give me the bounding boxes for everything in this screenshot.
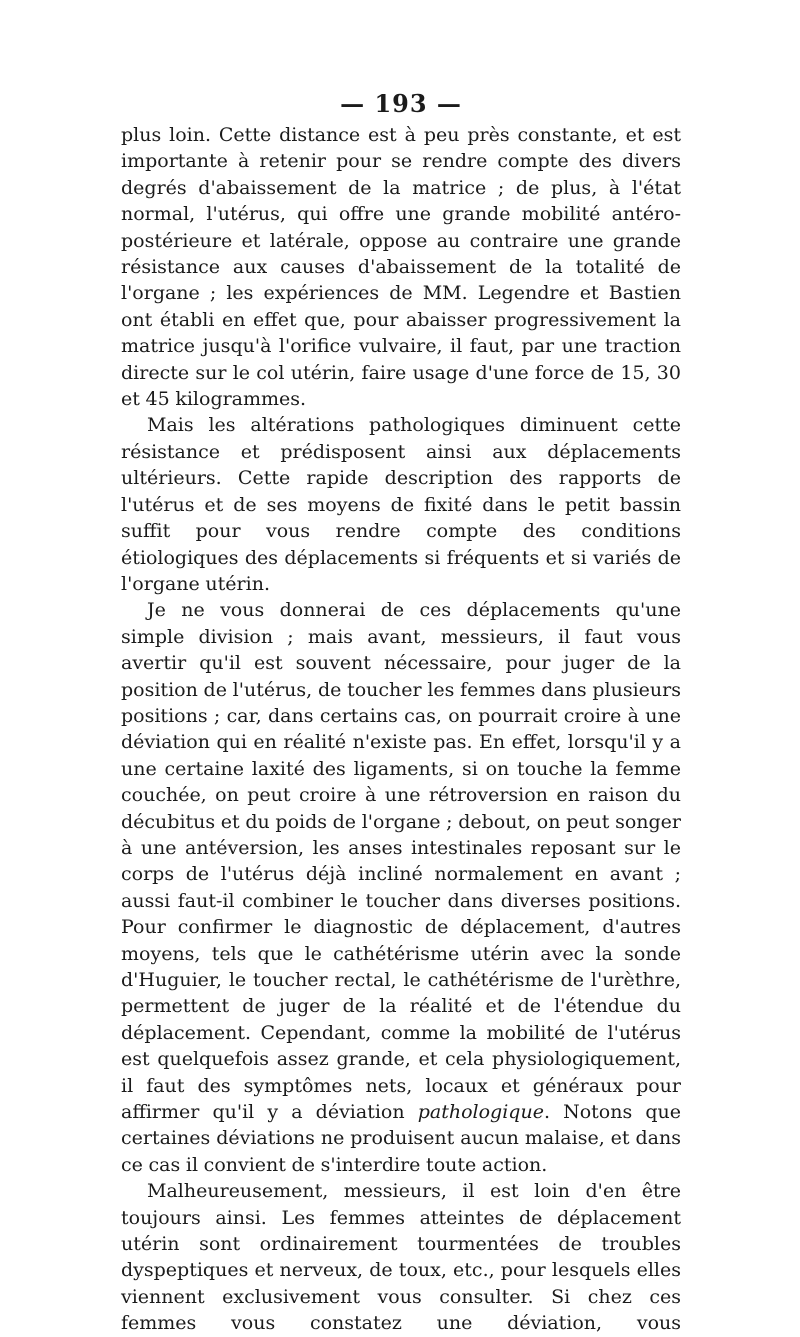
paragraph-3 <box>121 597 681 1178</box>
book-page <box>121 88 681 1337</box>
paragraph-4 <box>121 1178 681 1336</box>
paragraph-2-text: Mais les altérations pathologiques diminuent cette résistance et prédisposent ainsi aux déplacements ultérieurs. Cette rapide description des rapports de l'utérus et de ses moyens de fixité dans le petit bassin suffit pour vous rendre compte des conditions étiologiques des déplacements si fréquents et si variés de l'organe utérin. <box>121 414 681 595</box>
page-number: — 193 — <box>340 89 462 118</box>
paragraph-1-text: plus loin. Cette distance est à peu près constante, et est importante à retenir pour se rendre compte des divers degrés d'abaissement de la matrice ; de plus, à l'état normal, l'utérus, qui offre une grande mobilité antéro-postérieure et latérale, oppose au contraire une grande résistance aux causes d'abaissement de la totalité de l'organe ; les expériences de MM. Legendre et Bastien ont établi en effet que, pour abaisser progressivement la matrice jusqu'à l'orifice vulvaire, il faut, par une traction directe sur le col utérin, faire usage d'une force de 15, 30 et 45 kilogrammes. <box>121 124 681 411</box>
paragraph-2 <box>121 412 681 597</box>
paragraph-3-text: Je ne vous donnerai de ces déplacements qu'une simple division ; mais avant, messieurs, il faut vous avertir qu'il est souvent nécessaire, pour juger de la position de l'utérus, de toucher les femmes dans plusieurs positions ; car, dans certains cas, on pourrait croire à une déviation qui en réalité n'existe pas. En effet, lorsqu'il y a une certaine laxité des ligaments, si on touche la femme couchée, on peut croire à une rétroversion en raison du décubitus et du poids de l'organe ; debout, on peut songer à une antéversion, les anses intestinales reposant sur le corps de l'utérus déjà incliné normalement en avant ; aussi faut-il combiner le toucher dans diverses positions. Pour confirmer le diagnostic de déplacement, d'autres moyens, tels que le cathétérisme utérin avec la sonde d'Huguier, le toucher rectal, le cathétérisme de l'urèthre, permettent de juger de la réalité et de l'étendue du déplacement. Cependant, comme la mobilité de l'utérus est quelquefois assez grande, et cela physiologiquement, il faut des symptômes nets, locaux et généraux pour affirmer qu'il y a déviation <box>121 599 681 1124</box>
paragraph-4-text: Malheureusement, messieurs, il est loin d'en être toujours ainsi. Les femmes atteintes de déplacement utérin sont ordinairement tourmentées de troubles dyspeptiques et nerveux, de toux, etc., pour lesquels elles viennent exclusivement vous consulter. Si chez ces femmes vous constatez une déviation, vous <box>121 1180 681 1335</box>
paragraph-1 <box>121 122 681 412</box>
paragraph-3-text-end: . Notons que certaines déviations ne produisent aucun malaise, et dans ce cas il convient de s'interdire toute action. <box>121 1101 681 1176</box>
italic-term: pathologique <box>417 1101 544 1124</box>
